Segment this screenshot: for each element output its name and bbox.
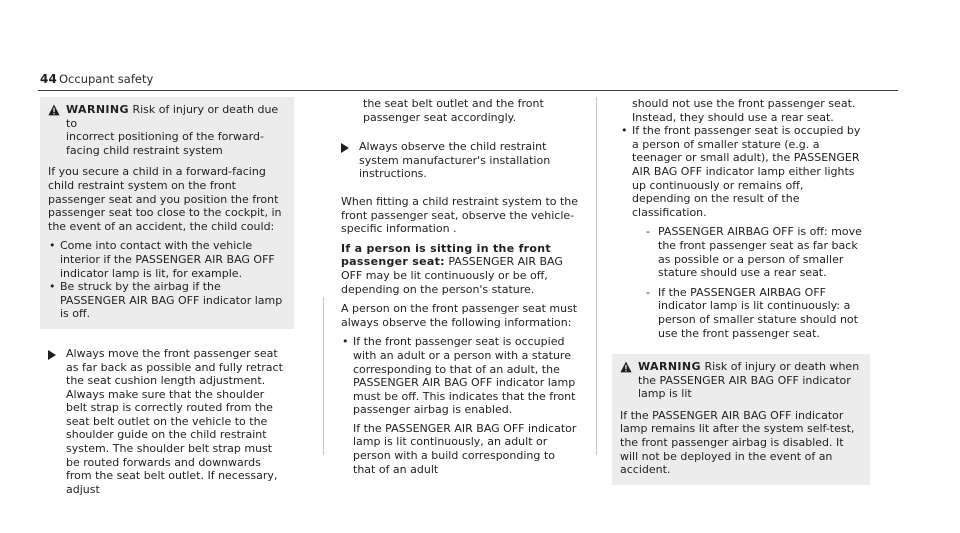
column-1 [40,97,294,496]
list-item [620,124,862,340]
warning-heading [620,360,862,401]
sub-list-item: - PASSENGER AIRBAG OFF is off: move the front passenger seat as far back as possible or a person of smaller stature should use a rear seat. [644,225,862,279]
list-continuation: should not use the front passenger seat. Instead, they should use a rear seat. [632,97,856,124]
list-item: • Be struck by the airbag if the PASSENGER AIR BAG OFF indicator lamp is off. [48,280,286,321]
warning-box-positioning [40,97,294,329]
warning-label: WARNING [638,360,701,374]
note-continuation: the seat belt outlet and the front passenger seat accordingly. [363,97,544,124]
stature-list [620,124,862,340]
warning-heading [48,103,286,157]
column-3 [612,97,870,485]
warning-label: WARNING [66,103,129,116]
note-arrow-icon [341,143,349,153]
sub-list-item: - If the PASSENGER AIRBAG OFF indicator lamp is lit continuously: a person of smaller stature should not use the front passenger seat. [644,286,862,340]
note-manufacturer [333,140,587,181]
column-2 [333,97,587,476]
warning-title-text: Risk of injury or death when [700,360,860,374]
subheading-text: PASSENGER AIR BAG OFF may be lit continuously or be off, depending on the person's stature. [341,255,563,296]
warning-title [66,103,286,157]
warning-title-text-2: the PASSENGER AIR BAG OFF indicator lamp is lit [638,373,851,401]
occupant-list [341,335,579,476]
list-item-text: • If the front passenger seat is occupied by a person of smaller stature (e.g. a teenager or small adult), the PASSENGER AIR BAG OFF indicator lamp either lights up continuously or remains off, depending on the result of the classification. [632,124,861,219]
sub-list [632,225,862,340]
column-divider [323,297,324,455]
list-item [341,335,579,476]
list-item-text: • If the front passenger seat is occupied with an adult or a person with a stature corresponding to that of an adult, the PASSENGER AIR BAG OFF indicator lamp must be off. This indicates that the front passenger airbag is enabled. [353,335,576,417]
paragraph-person-sitting [341,242,579,296]
page-number: 44 [40,72,58,86]
warning-body: If the PASSENGER AIR BAG OFF indicator lamp remains lit after the system self-test, the front passenger airbag is disabled. It will not be deployed in the event of an accident. [620,408,855,477]
list-item-continuation: If the PASSENGER AIR BAG OFF indicator lamp is lit continuously, an adult or person with a build corresponding to that of an adult [353,421,577,476]
paragraph-observe: A person on the front passenger seat must always observe the following information: [341,302,578,329]
warning-title [638,360,862,401]
subheading: If a person is sitting in the front passenger seat: [341,241,551,269]
warning-box-indicator [612,354,870,485]
consequence-list [48,239,286,321]
list-item: • Come into contact with the vehicle interior if the PASSENGER AIR BAG OFF indicator lamp is lit, for example. [48,239,286,280]
warning-title-text: Risk of injury or death due to [66,103,279,130]
note-seat-position [40,347,294,497]
header-rule [38,90,898,91]
note-arrow-icon [48,350,56,360]
warning-triangle-icon [48,104,60,116]
note-text: Always move the front passenger seat as far back as possible and fully retract the seat cushion length adjustment. Always make sure that the shoulder belt strap is correctly routed from the seat belt outlet on the vehicle to the shoulder guide on the child restraint system. The shoulder belt strap must be routed forwards and downwards from the seat belt outlet. If necessary, adjust [66,346,283,496]
warning-body: If you secure a child in a forward-facing child restraint system on the front passenger seat and you position the front passenger seat too close to the cockpit, in the event of an accident, the child could: [48,165,282,233]
note-text: Always observe the child restraint system manufacturer's installation instructions. [359,140,551,181]
paragraph-fitting: When fitting a child restraint system to the front passenger seat, observe the vehicle-specific information . [341,194,579,236]
warning-title-text-2: incorrect positioning of the forward-facing child restraint system [66,130,264,157]
section-title: Occupant safety [59,72,154,86]
column-divider [596,97,597,455]
warning-triangle-icon [620,361,632,373]
